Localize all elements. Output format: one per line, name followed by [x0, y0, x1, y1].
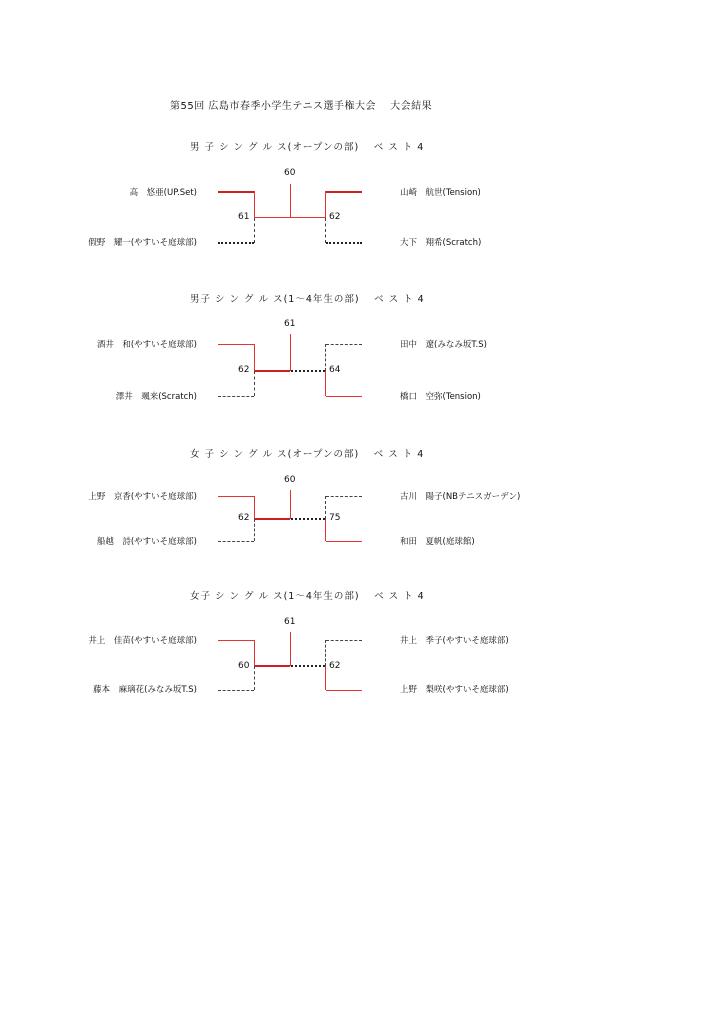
final-score: 61 — [284, 617, 296, 627]
bracket-line-loser — [326, 496, 362, 497]
bracket-line-final — [290, 184, 291, 218]
player-left-top: 酒井 和(やすいそ庭球部) — [96, 340, 197, 350]
semifinal-left-score: 62 — [238, 365, 250, 375]
final-score: 60 — [284, 475, 296, 485]
player-left-bottom: 藤本 麻璃花(みなみ坂T.S) — [93, 685, 197, 695]
bracket-line-winner — [325, 519, 326, 541]
section-heading: 男子 シ ン グ ル ス(1～4年生の部) ベ ス ト 4 — [190, 294, 425, 305]
semifinal-right-score: 62 — [329, 661, 341, 671]
bracket-line-winner — [325, 191, 326, 218]
player-right-top: 井上 季子(やすいそ庭球部) — [400, 636, 509, 646]
player-left-top: 高 悠亜(UP.Set) — [129, 188, 197, 198]
player-right-top: 古川 陽子(NBテニスガーデン) — [400, 492, 521, 502]
bracket-boys-grade1-4 — [0, 291, 725, 441]
player-right-bottom: 和田 夏帆(庭球館) — [400, 537, 475, 547]
semifinal-right-score: 75 — [329, 513, 341, 523]
semifinal-right-score: 62 — [329, 212, 341, 222]
bracket-line-loser — [325, 344, 326, 371]
player-right-top: 山崎 航世(Tension) — [400, 188, 481, 198]
bracket-line-loser — [254, 519, 255, 541]
bracket-line-winner — [254, 344, 255, 371]
bracket-line-winner — [255, 518, 290, 520]
bracket-line-loser — [325, 218, 326, 243]
player-right-top: 田中 遼(みなみ坂T.S) — [400, 340, 487, 350]
bracket-line-winner — [326, 191, 362, 193]
bracket-line-loser — [291, 665, 325, 667]
section-heading: 女 子 シ ン グ ル ス(オープンの部) ベ ス ト 4 — [190, 449, 425, 460]
bracket-line-winner — [255, 665, 290, 667]
bracket-line-loser — [254, 371, 255, 396]
bracket-line-loser — [291, 370, 325, 372]
semifinal-left-score: 61 — [238, 212, 250, 222]
bracket-line-final — [290, 334, 291, 371]
bracket-line-winner — [326, 541, 362, 542]
bracket-line-winner — [218, 191, 254, 193]
player-left-top: 井上 佳苗(やすいそ庭球部) — [88, 636, 197, 646]
bracket-line-winner — [218, 640, 254, 641]
section-heading: 男 子 シ ン グ ル ス(オープンの部) ベ ス ト 4 — [190, 142, 425, 153]
final-score: 60 — [284, 168, 296, 178]
bracket-line-loser — [218, 690, 254, 691]
semifinal-left-score: 62 — [238, 513, 250, 523]
bracket-line-winner — [255, 217, 290, 218]
semifinal-right-score: 64 — [329, 365, 341, 375]
page-title: 第55回 広島市春季小学生テニス選手権大会 大会結果 — [170, 101, 433, 112]
bracket-line-winner — [254, 191, 255, 218]
player-left-bottom: 澤井 颯来(Scratch) — [115, 392, 197, 402]
bracket-line-winner — [255, 370, 290, 372]
bracket-line-loser — [218, 396, 254, 397]
player-right-bottom: 橋口 空弥(Tension) — [400, 392, 481, 402]
bracket-line-winner — [325, 666, 326, 690]
bracket-line-winner — [254, 640, 255, 666]
bracket-line-loser — [325, 496, 326, 519]
player-left-bottom: 假野 耀一(やすいそ庭球部) — [88, 238, 197, 248]
bracket-line-loser — [218, 242, 254, 244]
bracket-line-winner — [218, 496, 254, 497]
bracket-line-winner — [326, 396, 362, 397]
player-left-bottom: 船越 詩(やすいそ庭球部) — [96, 537, 197, 547]
bracket-line-loser — [326, 344, 362, 345]
player-right-bottom: 上野 梨咲(やすいそ庭球部) — [400, 685, 509, 695]
bracket-line-loser — [326, 242, 362, 244]
bracket-line-winner — [290, 217, 325, 218]
bracket-line-final — [290, 632, 291, 666]
semifinal-left-score: 60 — [238, 661, 250, 671]
bracket-line-winner — [218, 344, 254, 345]
bracket-line-winner — [326, 690, 362, 691]
bracket-girls-open — [0, 446, 725, 596]
bracket-line-loser — [326, 640, 362, 641]
bracket-line-winner — [254, 496, 255, 519]
bracket-girls-grade1-4 — [0, 588, 725, 738]
section-heading: 女子 シ ン グ ル ス(1～4年生の部) ベ ス ト 4 — [190, 591, 425, 602]
bracket-line-loser — [291, 518, 325, 520]
final-score: 61 — [284, 319, 296, 329]
player-right-bottom: 大下 翔希(Scratch) — [400, 238, 482, 248]
bracket-boys-open — [0, 139, 725, 289]
bracket-line-loser — [325, 640, 326, 666]
bracket-line-loser — [254, 218, 255, 243]
bracket-line-winner — [325, 371, 326, 396]
player-left-top: 上野 京香(やすいそ庭球部) — [88, 492, 197, 502]
bracket-line-final — [290, 490, 291, 519]
bracket-line-loser — [254, 666, 255, 690]
bracket-line-loser — [218, 541, 254, 542]
